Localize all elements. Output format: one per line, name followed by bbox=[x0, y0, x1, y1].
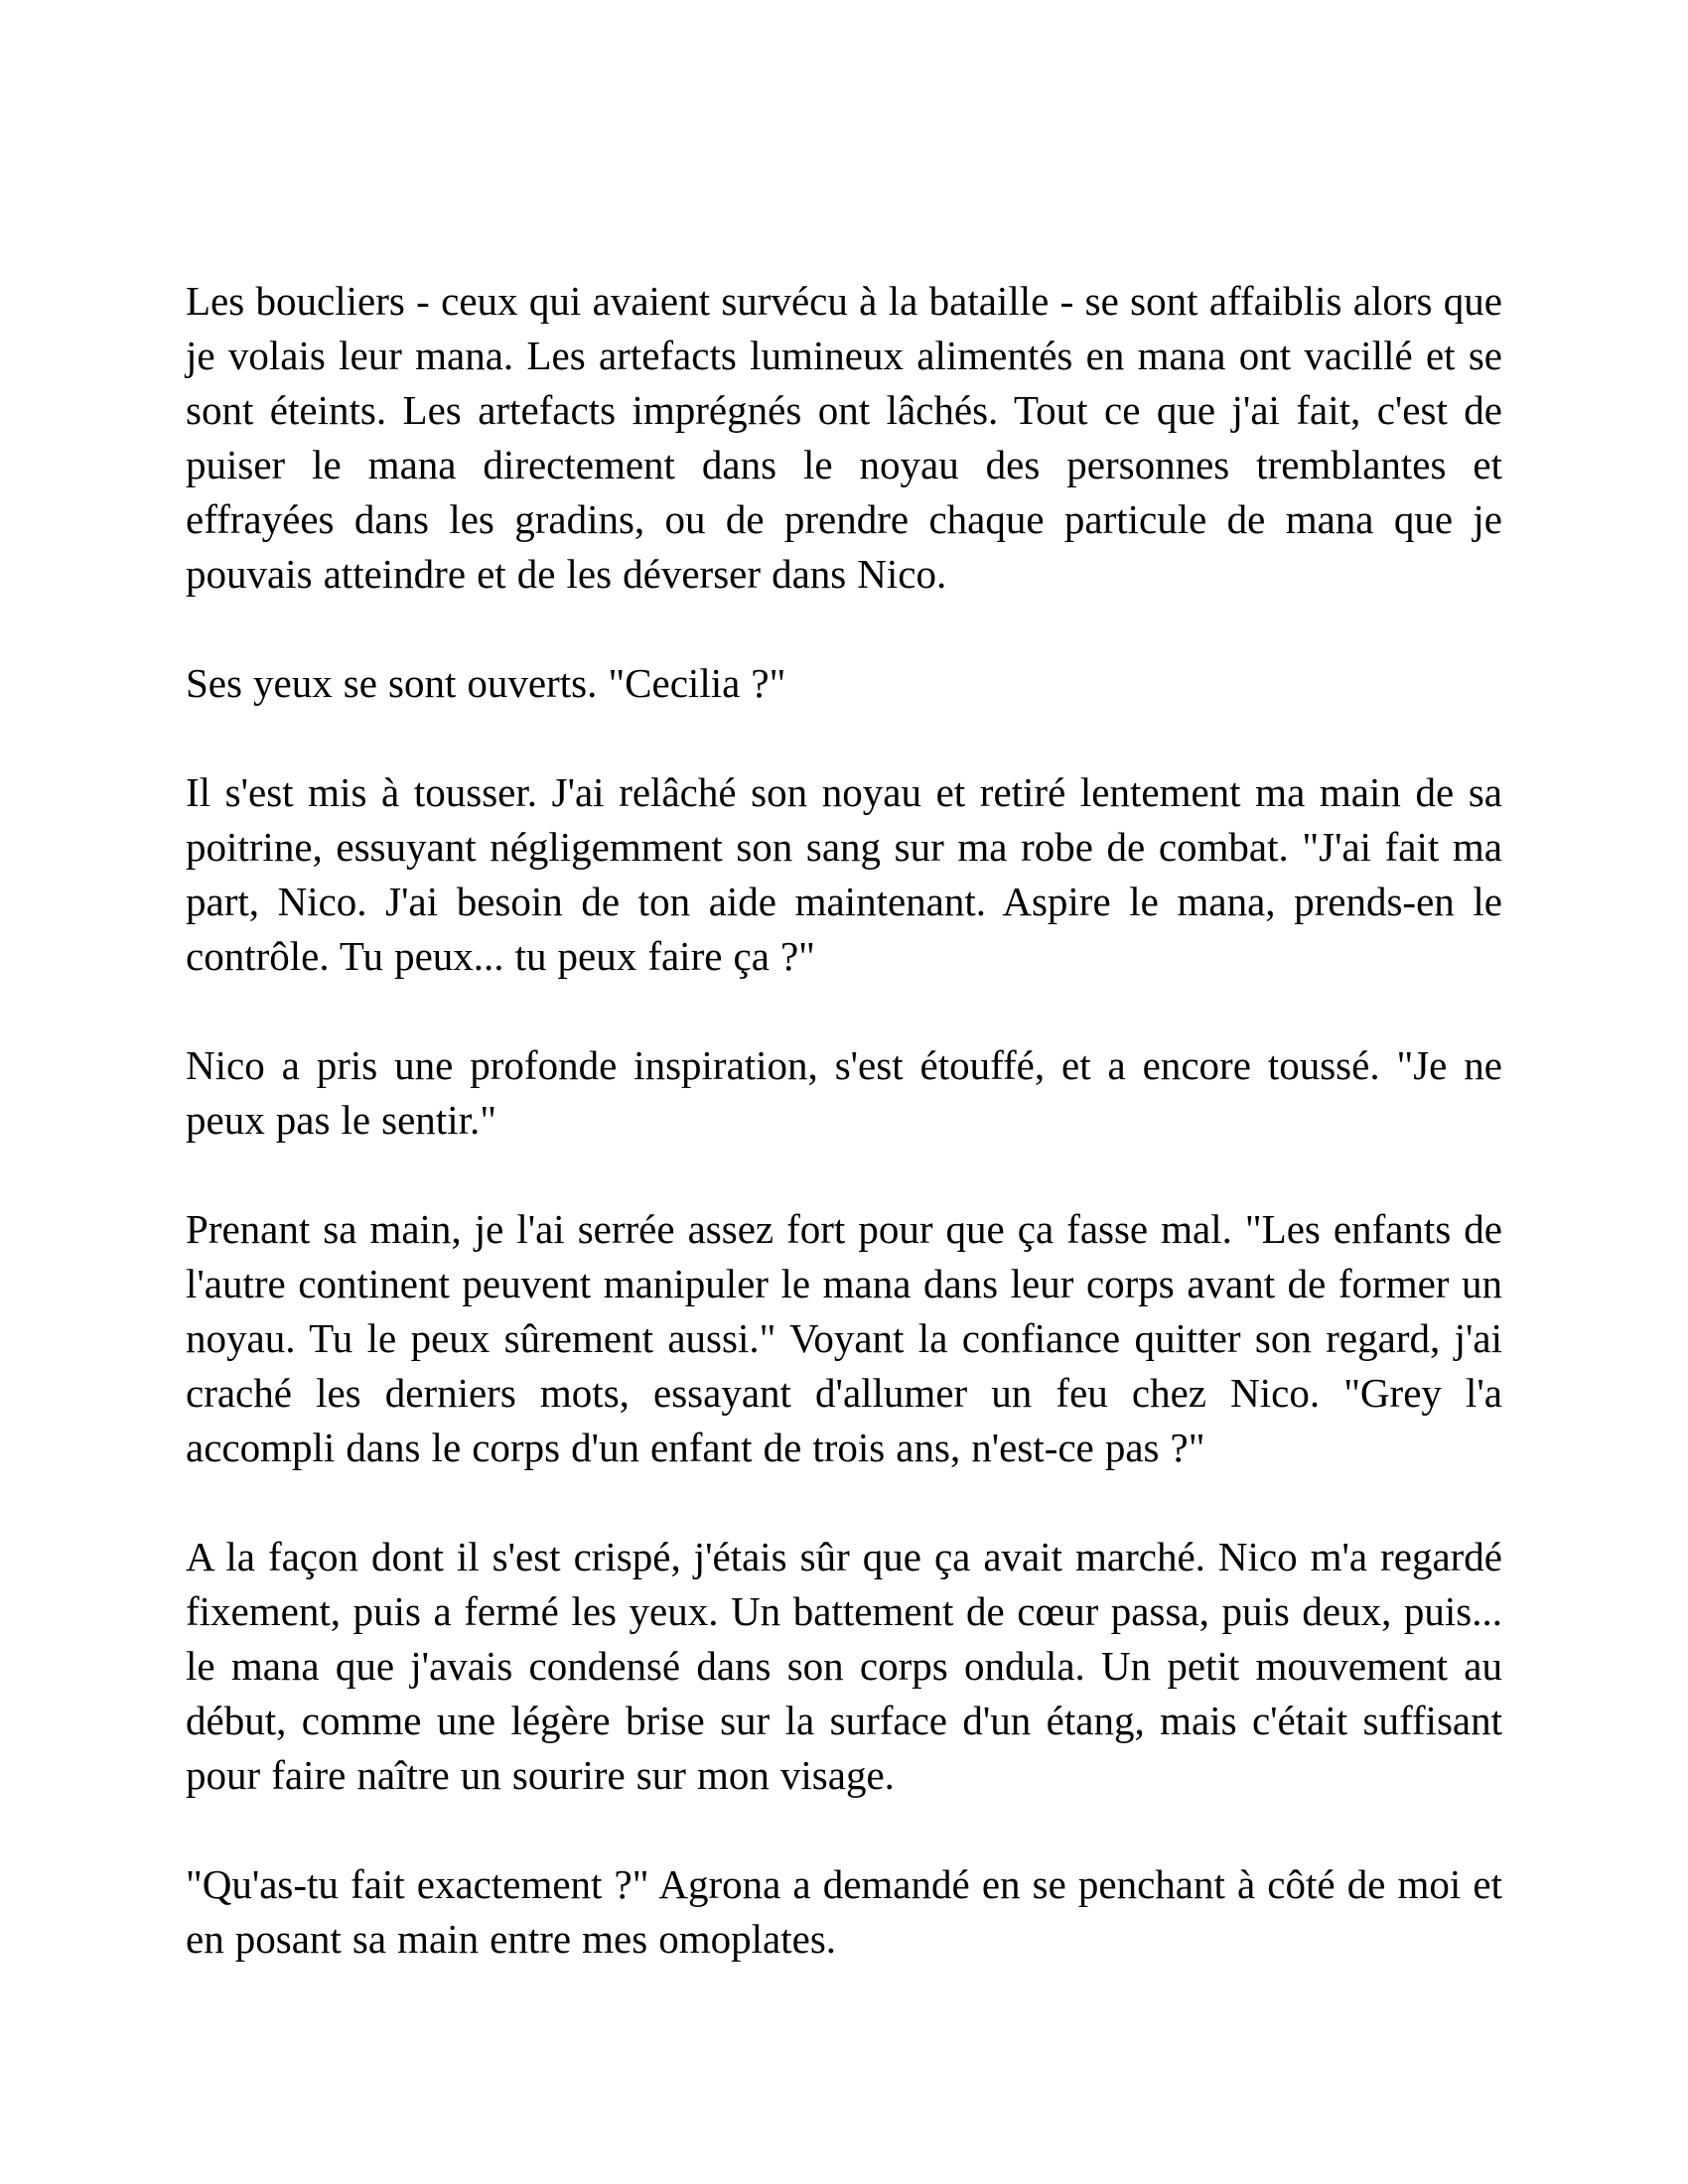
paragraph-eyes-opened: Ses yeux se sont ouverts. "Cecilia ?" bbox=[186, 660, 786, 706]
paragraph-agrona-question: "Qu'as-tu fait exactement ?" Agrona a demandé en se penchant à côté de moi et en posant sa main entre mes omoplates. bbox=[186, 1861, 1502, 1962]
paragraph-coughing: Il s'est mis à tousser. J'ai relâché son noyau et retiré lentement ma main de sa poitrine, essuyant négligemment son sang sur ma robe de combat. "J'ai fait ma part, Nico. J'ai besoin de ton aide maintenant. Aspire le mana, prends-en le contrôle. Tu peux... tu peux faire ça ?" bbox=[186, 769, 1502, 979]
paragraph-taking-hand: Prenant sa main, je l'ai serrée assez fort pour que ça fasse mal. "Les enfants de l'autre continent peuvent manipuler le mana dans leur corps avant de former un noyau. Tu le peux sûrement aussi." Voyant la confiance quitter son regard, j'ai craché les derniers mots, essayant d'allumer un feu chez Nico. "Grey l'a accompli dans le corps d'un enfant de trois ans, n'est-ce pas ?" bbox=[186, 1206, 1502, 1470]
paragraph-shields-weakened: Les boucliers - ceux qui avaient survécu à la bataille - se sont affaiblis alors que je volais leur mana. Les artefacts lumineux alimentés en mana ont vacillé et se sont éteints. Les artefacts imprégnés ont lâchés. Tout ce que j'ai fait, c'est de puiser le mana directement dans le noyau des personnes tremblantes et effrayées dans les gradins, ou de prendre chaque particule de mana que je pouvais atteindre et de les déverser dans Nico. bbox=[186, 278, 1502, 597]
paragraph-deep-breath: Nico a pris une profonde inspiration, s'est étouffé, et a encore toussé. "Je ne peux pas le sentir." bbox=[186, 1042, 1502, 1143]
paragraph-mana-rippled: A la façon dont il s'est crispé, j'étais sûr que ça avait marché. Nico m'a regardé fixement, puis a fermé les yeux. Un battement de cœur passa, puis deux, puis... le mana que j'avais condensé dans son corps ondula. Un petit mouvement au début, comme une légère brise sur la surface d'un étang, mais c'était suffisant pour faire naître un sourire sur mon visage. bbox=[186, 1534, 1502, 1798]
